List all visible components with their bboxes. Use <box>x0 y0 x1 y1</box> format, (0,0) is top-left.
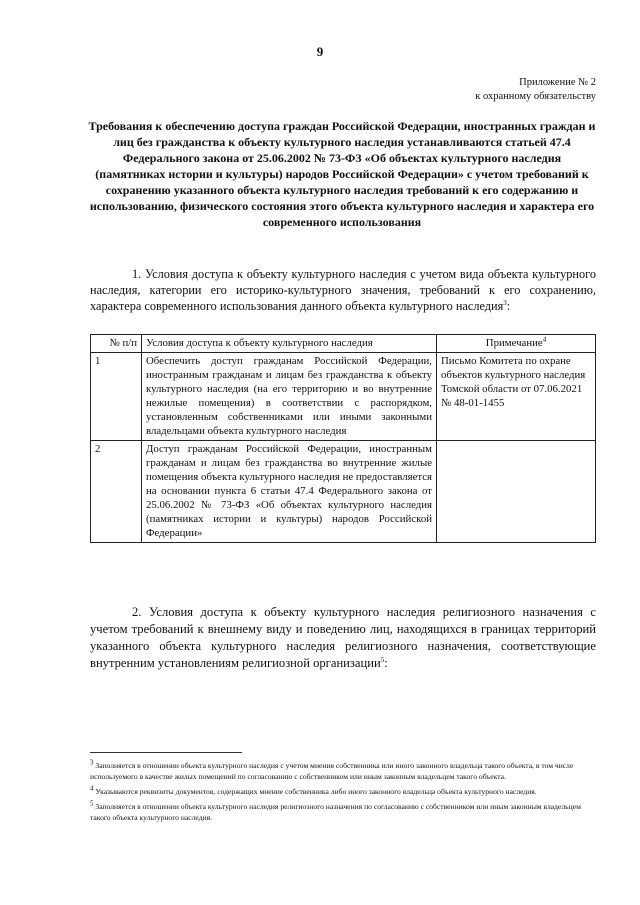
footnote-text: Заполняется в отношении объекта культурного наследия религиозного назначения по согласованию с собственником или иным законным владельцем такого объекта культурного наследия. <box>90 802 581 822</box>
footnote-4 <box>90 786 596 797</box>
appendix-line-2: к охранному обязательству <box>475 91 596 102</box>
table-row <box>91 441 596 543</box>
footnotes <box>90 760 596 827</box>
access-conditions-table <box>90 334 596 543</box>
appendix-line-1: Приложение № 2 <box>519 77 596 88</box>
appendix-label <box>475 76 596 104</box>
footnote-5 <box>90 801 596 823</box>
page-number: 9 <box>316 44 324 59</box>
document-heading: Требования к обеспечению доступа граждан Российской Федерации, иностранных граждан и лиц без гражданства к объекту культурного наследия устанавливаются статьей 47.4 Федерального закона от 25.06.2002 № 73-ФЗ «Об объектах культурного наследия (памятниках истории и культуры) народов Российской Федерации» с учетом требований к сохранению указанного объекта культурного наследия требований к его содержанию и использованию, физического состояния этого объекта культурного наследия и характера его современного использования <box>88 119 596 229</box>
section-1-paragraph <box>90 266 596 314</box>
row-note: Письмо Комитета по охране объектов культурного наследия Томской области от 07.06.2021 № 48-01-1455 <box>437 353 596 441</box>
footnote-ref-3[interactable]: 3 <box>503 298 507 307</box>
footnote-ref-4[interactable]: 4 <box>542 335 547 344</box>
header-num: № п/п <box>91 335 142 353</box>
row-condition: Обеспечить доступ гражданам Российской Федерации, иностранным гражданам и лицам без гражданства к объекту культурного наследия (на его территорию и во внутренние нежилые помещения) в соответствии с распорядком, установленным собственниками или иными законными владельцами объекта культурного наследия <box>142 353 437 441</box>
table-row <box>91 353 596 441</box>
header-condition: Условия доступа к объекту культурного наследия <box>142 335 437 353</box>
header-note-label: Примечание <box>485 337 543 349</box>
footnote-number: 3 <box>90 758 94 767</box>
footnote-text: Заполняется в отношении объекта культурного наследия с учетом мнения собственника или иного законного владельца такого объекта, в том числе используемого в качестве жилых помещений по согласованию с собственником или иным законным владельцем такого объекта. <box>90 761 574 781</box>
row-num: 2 <box>91 441 142 543</box>
table-header-row <box>91 335 596 353</box>
section-1-colon: : <box>506 299 511 313</box>
footnote-text: Указываются реквизиты документов, содержащих мнение собственника либо иного законного владельца объекта культурного наследия. <box>95 787 537 796</box>
footnote-number: 4 <box>90 784 94 793</box>
footnote-ref-5[interactable]: 5 <box>380 655 385 664</box>
footnote-separator <box>90 752 242 753</box>
section-2-paragraph <box>90 604 596 672</box>
footnote-3 <box>90 760 596 782</box>
section-1-text: 1. Условия доступа к объекту культурного наследия с учетом вида объекта культурного наследия, категории его историко-культурного значения, требований к его сохранению, характера современного использования данного объекта культурного наследия <box>90 267 596 313</box>
header-note <box>437 335 596 353</box>
section-2-colon: : <box>384 656 388 670</box>
footnote-number: 5 <box>90 799 94 808</box>
row-num: 1 <box>91 353 142 441</box>
row-note <box>437 441 596 543</box>
row-condition: Доступ гражданам Российской Федерации, иностранным гражданам и лицам без гражданства во внутренние жилые помещения объекта культурного наследия не предоставляется на основании пункта 6 статьи 47.4 Федерального закона от 25.06.2002 № 73-ФЗ «Об объектах культурного наследия (памятниках истории и культуры) народов Российской Федерации» <box>142 441 437 543</box>
section-2-text: 2. Условия доступа к объекту культурного наследия религиозного назначения с учетом требований к внешнему виду и поведению лиц, находящихся в границах территорий указанного объекта культурного наследия религиозного назначения, соответствующие внутренним установлениям религиозной организации <box>90 605 596 670</box>
